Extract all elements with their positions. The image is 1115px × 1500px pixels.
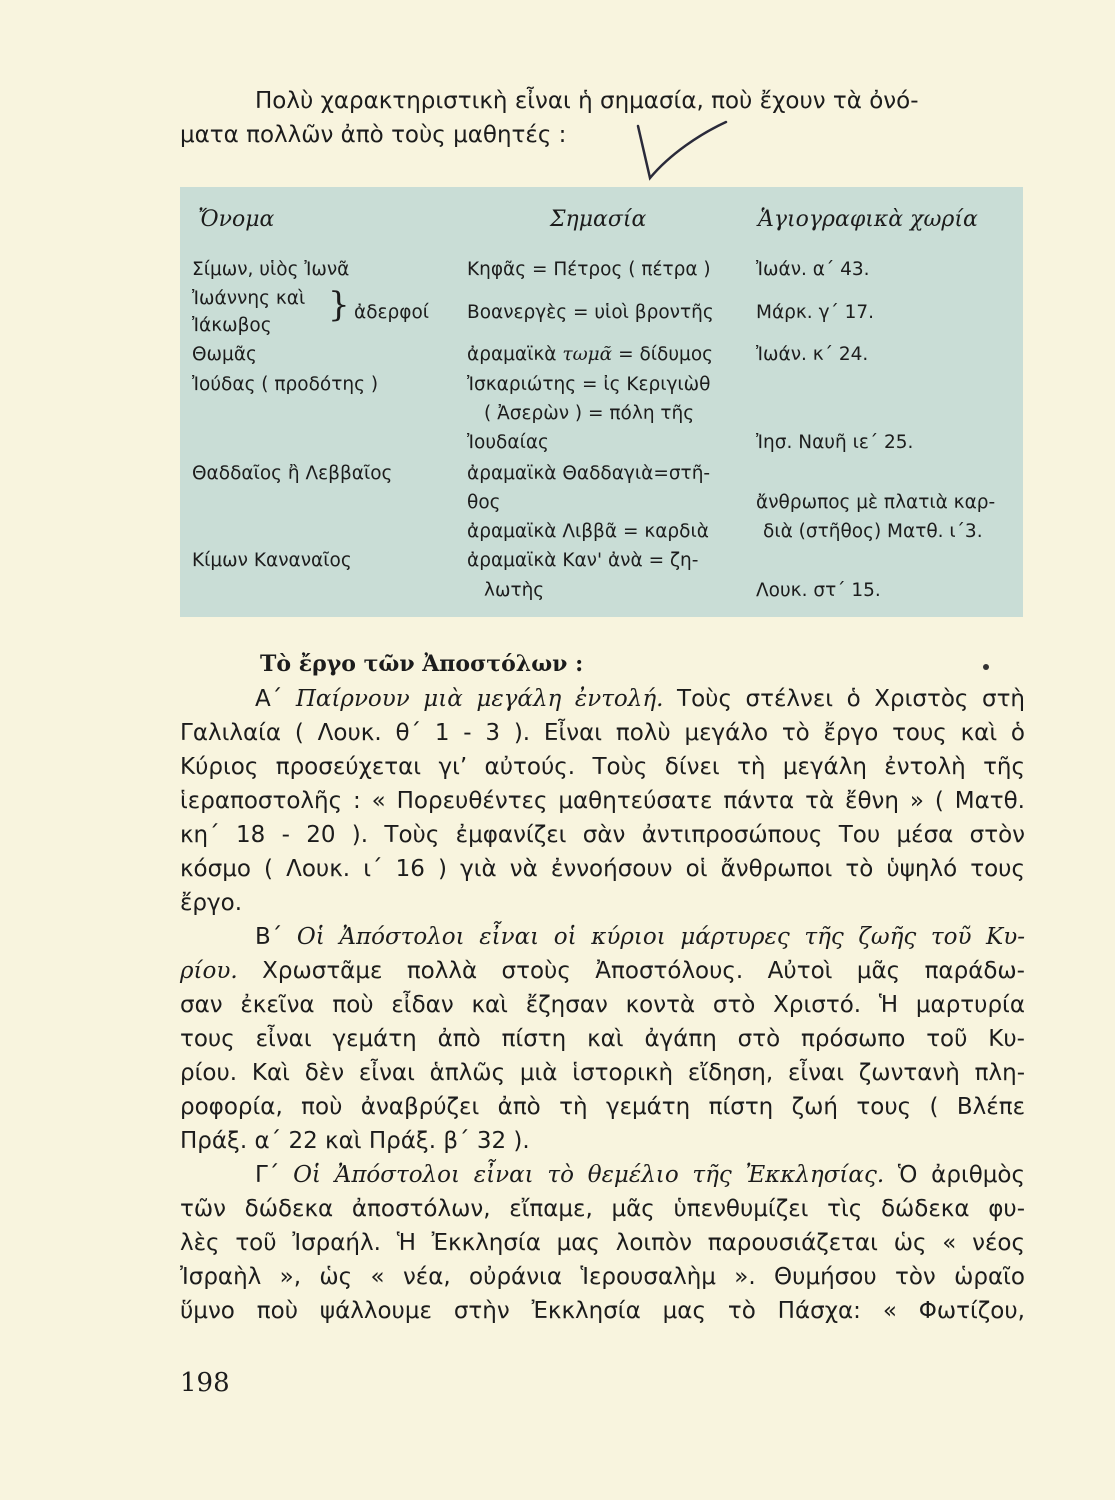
table-cell-reference: Ἰωάν. α΄ 43. — [756, 259, 870, 280]
table-cell-meaning: ἀραμαϊκὰ Λιββᾶ = καρδιὰ — [467, 521, 709, 542]
paragraph-c-line: Ἰσραὴλ », ὡς « νέα, οὐράνια Ἱερουσαλὴμ ». Θυμήσου τὸν ὡραῖο — [180, 1264, 1025, 1290]
paragraph-c-line: ὕμνο ποὺ ψάλλουμε στὴν Ἐκκλησία μας τὸ Πάσχα: « Φωτίζου, — [180, 1298, 1025, 1324]
table-cell-reference: Μάρκ. γ΄ 17. — [756, 302, 875, 323]
paragraph-title: Οἱ Ἀπόστολοι εἶναι τὸ θεμέλιο τῆς Ἐκκλησίας. — [293, 1162, 885, 1188]
paragraph-title: Οἱ Ἀπόστολοι εἶναι οἱ κύριοι μάρτυρες τῆς ζωῆς τοῦ Κυ- — [296, 924, 1025, 950]
paragraph-text: Χρωστᾶμε πολλὰ στοὺς Ἀποστόλους. Αὐτοὶ μᾶς παράδω- — [237, 958, 1025, 984]
table-cell-name: Ἰωάννης καὶ — [192, 288, 306, 309]
body-text — [180, 682, 1025, 1328]
intro-paragraph — [180, 84, 1030, 152]
paragraph-b-line — [180, 920, 1025, 954]
table-cell-meaning: ἀραμαϊκὰ Θαδδαγιὰ=στῆ- — [467, 463, 711, 484]
table-cell-reference: Λουκ. στ΄ 15. — [756, 580, 881, 601]
paragraph-c-line: τῶν δώδεκα ἀποστόλων, εἴπαμε, μᾶς ὑπενθυμίζει τὶς δώδεκα φυ- — [180, 1196, 1025, 1222]
paragraph-b-line: Πράξ. α΄ 22 καὶ Πράξ. β΄ 32 ). — [180, 1128, 530, 1154]
paragraph-b-line: σαν ἐκεῖνα ποὺ εἶδαν καὶ ἔζησαν κοντὰ στὸ Χριστό. Ἡ μαρτυρία — [180, 992, 1025, 1018]
paragraph-title: ρίου. — [180, 958, 238, 984]
column-header-reference: Ἁγιογραφικὰ χωρία — [758, 207, 978, 232]
meaning-suffix: = δίδυμος — [612, 344, 713, 365]
table-cell-name: Σίμων, υἱὸς Ἰωνᾶ — [192, 259, 350, 280]
paragraph-b-line: τους εἶναι γεμάτη ἀπὸ πίστη καὶ ἀγάπη στὸ πρόσωπο τοῦ Κυ- — [180, 1026, 1025, 1052]
handwritten-check-mark-icon — [630, 120, 730, 185]
paragraph-c-line — [180, 1158, 1025, 1192]
table-cell-reference: Ἰωάν. κ΄ 24. — [756, 344, 869, 365]
meaning-prefix: ἀραμαϊκὰ — [467, 344, 563, 365]
brace-symbol: } — [328, 285, 350, 325]
table-cell-reference: διὰ (στῆθος) Ματθ. ι΄3. — [763, 521, 983, 542]
paragraph-b-line: ρίου. Καὶ δὲν εἶναι ἁπλῶς μιὰ ἱστορικὴ εἴδηση, εἶναι ζωντανὴ πλη- — [180, 1060, 1025, 1086]
table-cell-meaning: λωτὴς — [484, 580, 545, 601]
page-number: 198 — [180, 1368, 230, 1398]
table-cell-meaning: θος — [467, 492, 501, 513]
paragraph-a-line: Κύριος προσεύχεται γι’ αὐτούς. Τοὺς δίνει τὴ μεγάλη ἐντολὴ τῆς — [180, 754, 1025, 780]
table-cell-name: Κίμων Καναναῖος — [192, 550, 352, 571]
paragraph-label: Α΄ — [255, 686, 296, 712]
table-cell-meaning: Κηφᾶς = Πέτρος ( πέτρα ) — [467, 259, 711, 280]
table-cell-meaning: Ἰσκαριώτης = ἰς Κεριγιὼθ — [467, 374, 711, 395]
section-heading: Τὸ ἔργο τῶν Ἀποστόλων : — [260, 651, 584, 677]
disciples-names-table — [180, 187, 1023, 617]
table-cell-meaning: ἀραμαϊκὰ Καν' ἀνὰ = ζη- — [467, 550, 699, 571]
ink-dot — [983, 664, 989, 670]
table-cell-name: Θωμᾶς — [192, 344, 257, 365]
table-cell-meaning: Ἰουδαίας — [467, 432, 549, 453]
meaning-word: τωμᾶ — [562, 344, 613, 365]
paragraph-a-line: κόσμο ( Λουκ. ι΄ 16 ) γιὰ νὰ ἐννοήσουν οἱ ἄνθρωποι τὸ ὑψηλό τους — [180, 856, 1025, 882]
paragraph-text: Τοὺς στέλνει ὁ Χριστὸς στὴ — [663, 686, 1025, 712]
table-cell-name-note: ἀδερφοί — [354, 302, 430, 323]
paragraph-title: Παίρνουν μιὰ μεγάλη ἐντολή. — [295, 686, 664, 712]
paragraph-label: Γ΄ — [255, 1162, 294, 1188]
paragraph-c-line: λὲς τοῦ Ἰσραήλ. Ἡ Ἐκκλησία μας λοιπὸν παρουσιάζεται ὡς « νέος — [180, 1230, 1025, 1256]
paragraph-a-line: ἱεραποστολῆς : « Πορευθέντες μαθητεύσατε πάντα τὰ ἔθνη » ( Ματθ. — [180, 788, 1025, 814]
table-cell-meaning: ( Ἀσερὼν ) = πόλη τῆς — [484, 403, 695, 424]
column-header-name: Ὄνομα — [198, 207, 275, 232]
paragraph-b-line — [180, 954, 1025, 988]
paragraph-a-line: Γαλιλαία ( Λουκ. θ΄ 1 - 3 ). Εἶναι πολὺ μεγάλο τὸ ἔργο τους καὶ ὁ — [180, 720, 1025, 746]
table-cell-name: Ἰάκωβος — [192, 315, 272, 336]
table-cell-reference: ἄνθρωπος μὲ πλατιὰ καρ- — [756, 492, 996, 513]
paragraph-label: Β΄ — [255, 924, 297, 950]
paragraph-a-line — [180, 682, 1025, 716]
intro-line: ματα πολλῶν ἀπὸ τοὺς μαθητές : — [180, 122, 567, 148]
paragraph-a-line: ἔργο. — [180, 890, 243, 916]
table-cell-reference: Ἰησ. Ναυῆ ιε΄ 25. — [756, 432, 914, 453]
paragraph-b-line: ροφορία, ποὺ ἀναβρύζει ἀπὸ τὴ γεμάτη πίστη ζωή τους ( Βλέπε — [180, 1094, 1025, 1120]
table-cell-name: Θαδδαῖος ἢ Λεββαῖος — [192, 463, 393, 484]
column-header-meaning: Σημασία — [550, 207, 647, 232]
table-cell-name: Ἰούδας ( προδότης ) — [192, 374, 379, 395]
paragraph-a-line: κη΄ 18 - 20 ). Τοὺς ἐμφανίζει σὰν ἀντιπροσώπους Του μέσα στὸν — [180, 822, 1025, 848]
intro-line: Πολὺ χαρακτηριστικὴ εἶναι ἡ σημασία, ποὺ ἔχουν τὰ ὀνό- — [255, 88, 919, 114]
table-cell-meaning: Βοανεργὲς = υἱοὶ βροντῆς — [467, 302, 714, 323]
paragraph-text: Ὁ ἀριθμὸς — [884, 1162, 1026, 1188]
table-cell-meaning — [467, 340, 713, 369]
